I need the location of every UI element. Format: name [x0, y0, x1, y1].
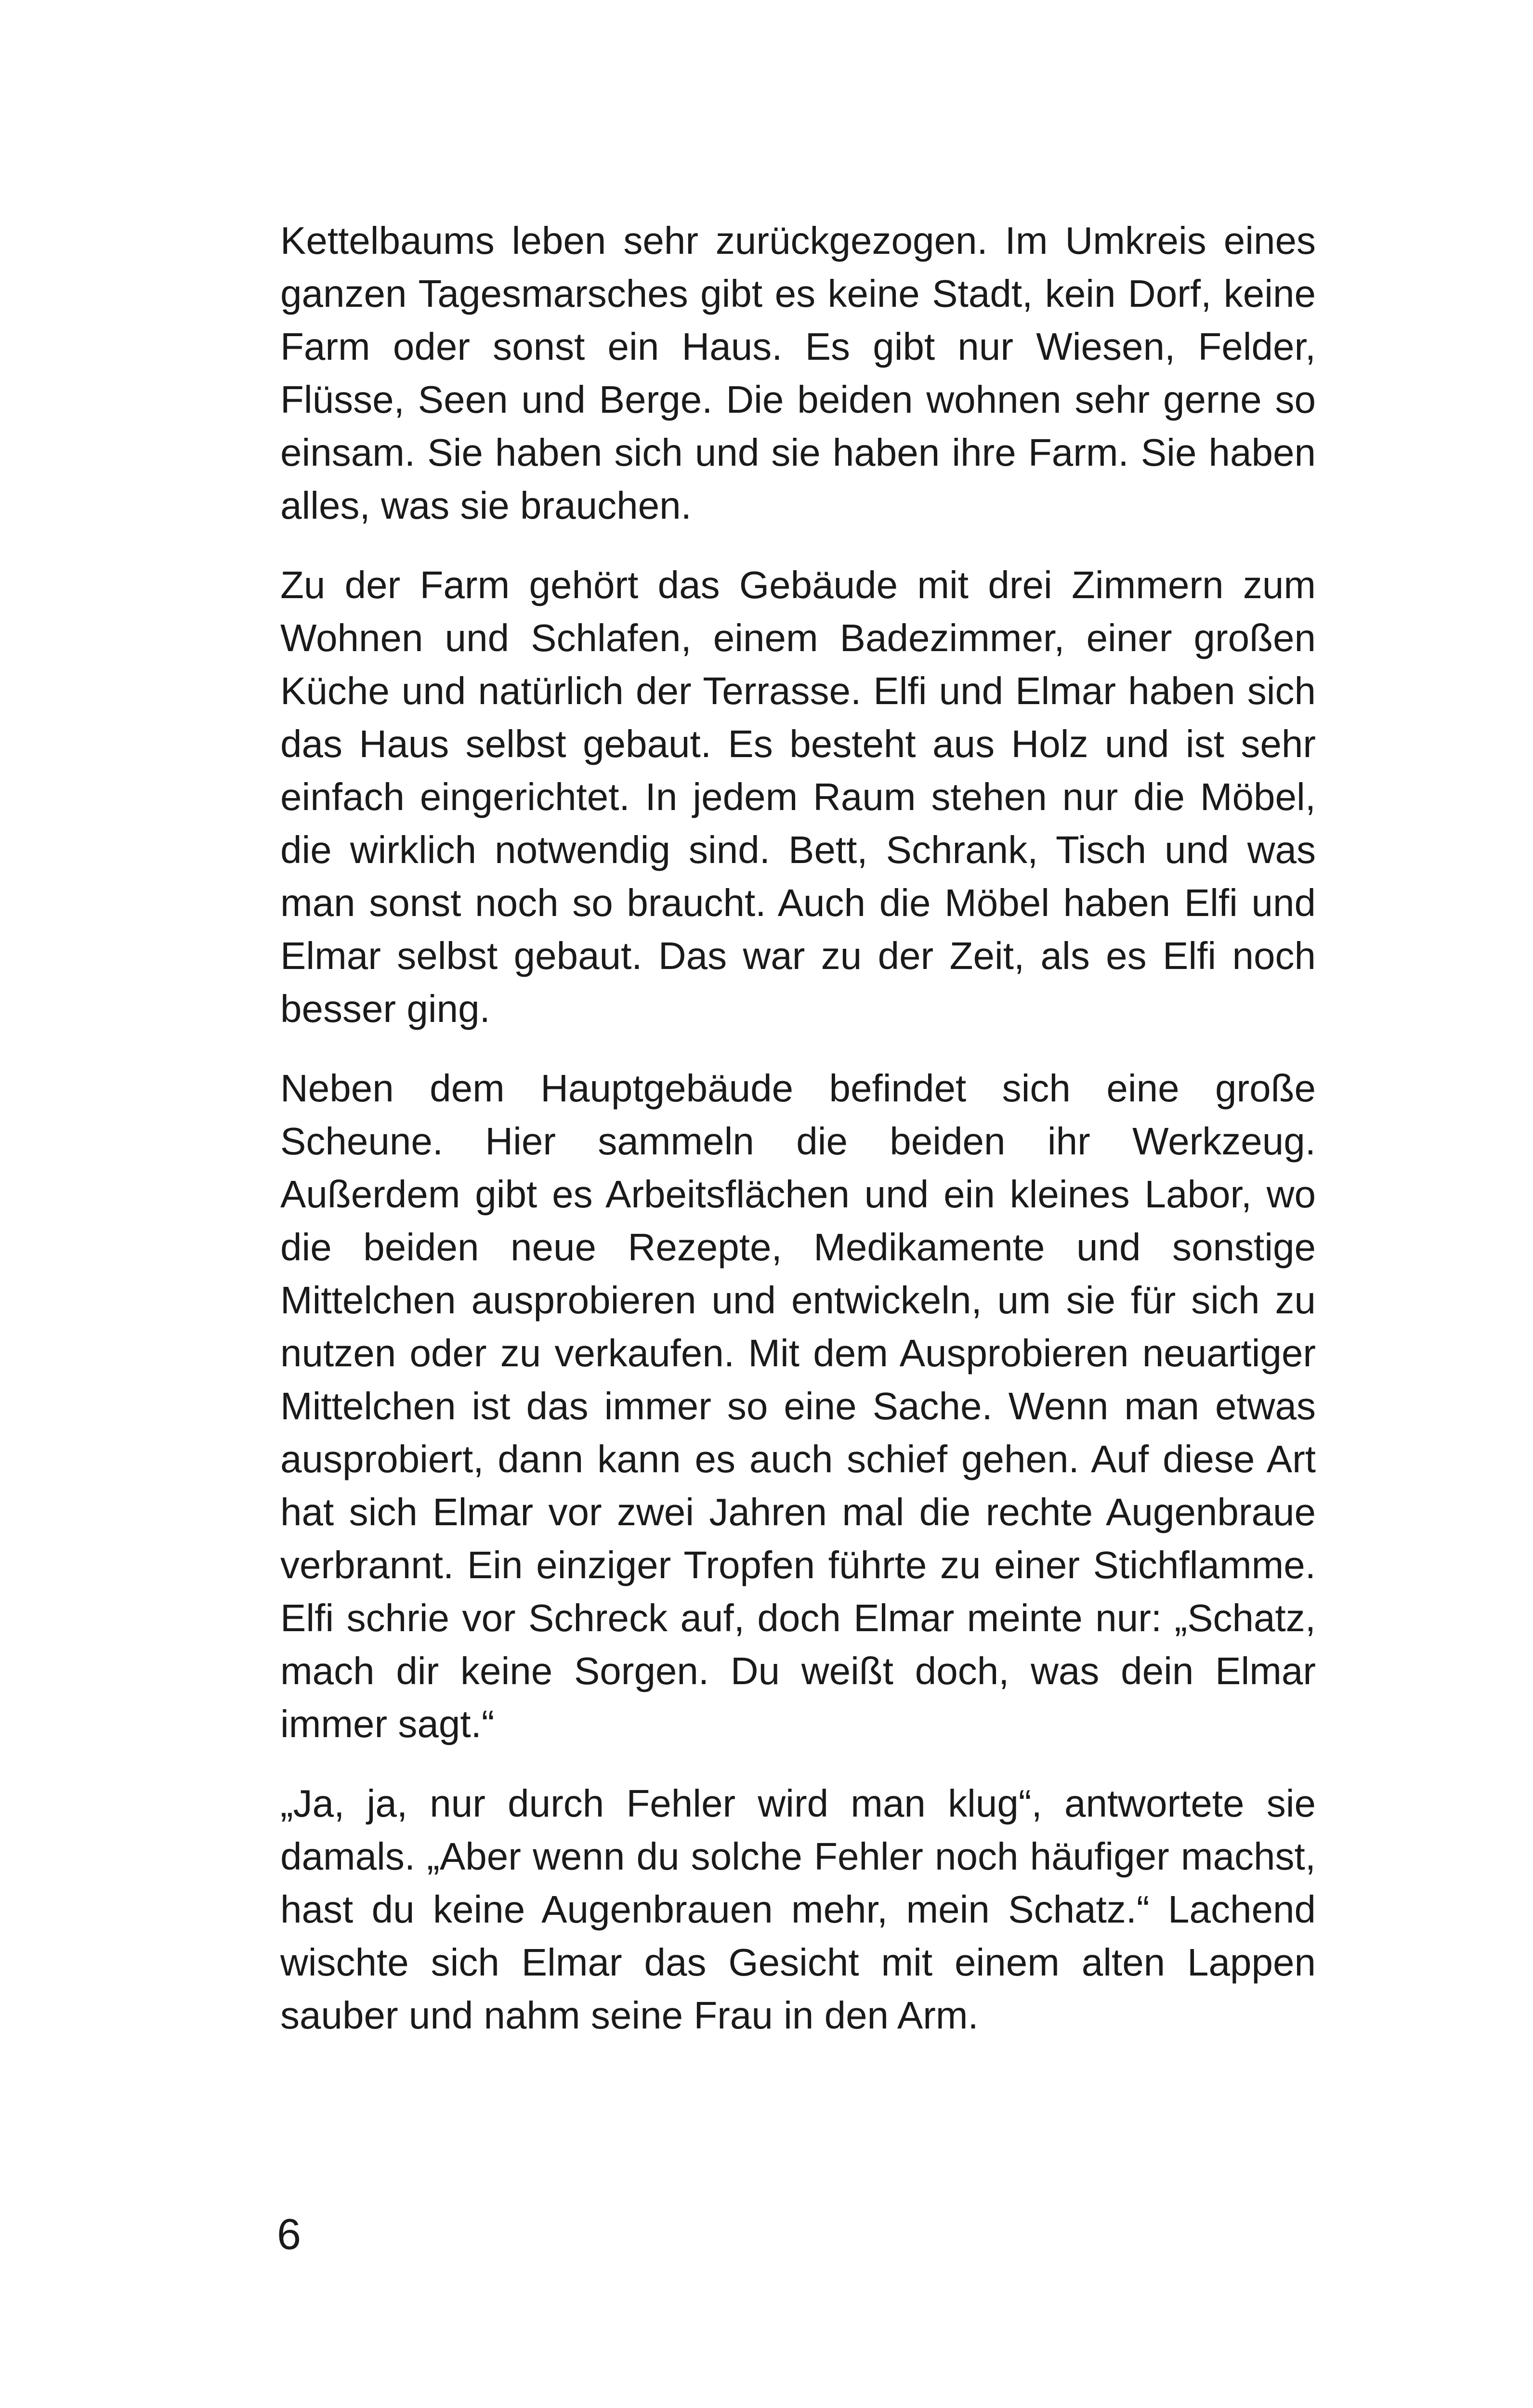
paragraph-1: Kettelbaums leben sehr zurückgezogen. Im Umkreis eines ganzen Tagesmarsches gibt es keine Stadt, kein Dorf, keine Farm oder sonst ein Haus. Es gibt nur Wiesen, Felder, Flüsse, Seen und Berge. Die beiden wohnen sehr gerne so einsam. Sie haben sich und sie haben ihre Farm. Sie haben alles, was sie brauchen.	[280, 219, 1316, 527]
paragraph-3: Neben dem Hauptgebäude befindet sich eine große Scheune. Hier sammeln die beiden ihr Werkzeug. Außerdem gibt es Arbeitsflächen und ein kleines Labor, wo die beiden neue Rezepte, Medikamente und sonstige Mittelchen ausprobieren und entwickeln, um sie für sich zu nutzen oder zu verkaufen. Mit dem Ausprobieren neuartiger Mittelchen ist das immer so eine Sache. Wenn man etwas ausprobiert, dann kann es auch schief gehen. Auf diese Art hat sich Elmar vor zwei Jahren mal die rechte Augenbraue verbrannt. Ein einziger Tropfen führte zu einer Stichflamme. Elfi schrie vor Schreck auf, doch Elmar meinte nur: „Schatz, mach dir keine Sorgen. Du weißt doch, was dein Elmar immer sagt.“	[280, 1067, 1316, 1745]
page-number: 6	[277, 2211, 301, 2259]
body-text	[280, 214, 1316, 2042]
paragraph-2: Zu der Farm gehört das Gebäude mit drei Zimmern zum Wohnen und Schlafen, einem Badezimmer, einer großen Küche und natürlich der Terrasse. Elfi und Elmar haben sich das Haus selbst gebaut. Es besteht aus Holz und ist sehr einfach eingerichtet. In jedem Raum stehen nur die Möbel, die wirklich notwendig sind. Bett, Schrank, Tisch und was man sonst noch so braucht. Auch die Möbel haben Elfi und Elmar selbst gebaut. Das war zu der Zeit, als es Elfi noch besser ging.	[280, 563, 1316, 1030]
paragraph-4: „Ja, ja, nur durch Fehler wird man klug“, antwortete sie damals. „Aber wenn du solche Fehler noch häufiger machst, hast du keine Augenbrauen mehr, mein Schatz.“ Lachend wischte sich Elmar das Gesicht mit einem alten Lappen sauber und nahm seine Frau in den Arm.	[280, 1782, 1316, 2037]
